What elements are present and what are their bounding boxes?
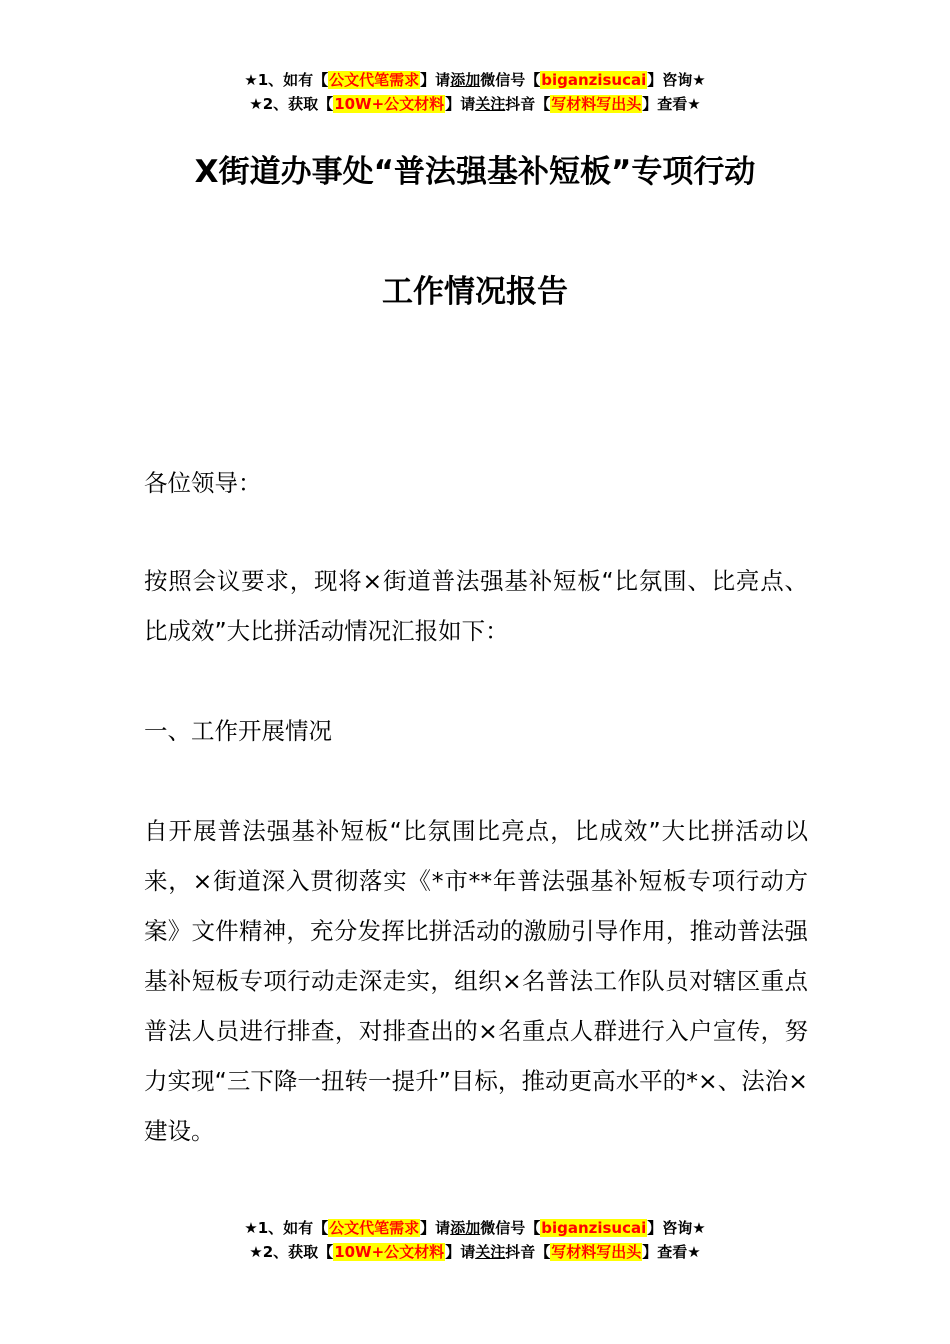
banner-highlight: 10W+公文材料 xyxy=(334,1243,445,1261)
banner-underline: 关注 xyxy=(475,1243,506,1261)
document-title-line-2: 工作情况报告 xyxy=(382,274,568,310)
banner-underline: 添加 xyxy=(450,71,481,89)
banner-text: ★2、获取【 xyxy=(249,95,334,113)
banner-text: 】咨询★ xyxy=(647,1219,706,1237)
banner-text: 微信号【 xyxy=(480,71,541,89)
intro-paragraph: 按照会议要求，现将×街道普法强基补短板“比氛围、比亮点、比成效”大比拼活动情况汇报如下： xyxy=(144,567,808,645)
banner-text: ★1、如有【 xyxy=(244,1219,329,1237)
banner-underline: 添加 xyxy=(450,1219,481,1237)
banner-text: 】请 xyxy=(420,71,451,89)
banner-underline: 关注 xyxy=(475,95,506,113)
banner-text: 】查看★ xyxy=(642,1243,701,1261)
banner-text: 】请 xyxy=(445,1243,476,1261)
banner-text: 】咨询★ xyxy=(647,71,706,89)
banner-highlight: 写材料写出头 xyxy=(551,1243,642,1261)
banner-highlight: 10W+公文材料 xyxy=(334,95,445,113)
banner-line-2 xyxy=(0,92,950,116)
top-banner xyxy=(0,68,950,116)
section-heading: 一、工作开展情况 xyxy=(144,717,332,745)
banner-highlight: 公文代笔需求 xyxy=(329,1219,420,1237)
banner-text: 】请 xyxy=(445,95,476,113)
document-title-line-1: X街道办事处“普法强基补短板”专项行动 xyxy=(194,154,756,190)
section-body-paragraph: 自开展普法强基补短板“比氛围比亮点，比成效”大比拼活动以来，×街道深入贯彻落实《*市**年普法强基补短板专项行动方案》文件精神，充分发挥比拼活动的激励引导作用，推动普法强基补短板专项行动走深走实，组织×名普法工作队员对辖区重点普法人员进行排查，对排查出的×名重点人群进行入户宣传，努力实现“三下降一扭转一提升”目标，推动更高水平的*×、法治×建设。 xyxy=(144,817,808,1145)
salutation: 各位领导： xyxy=(144,469,262,497)
banner-line-1 xyxy=(0,68,950,92)
banner-line-2 xyxy=(0,1240,950,1264)
banner-text: 微信号【 xyxy=(480,1219,541,1237)
banner-highlight: biganzisucai xyxy=(541,71,647,89)
banner-text: 】查看★ xyxy=(642,95,701,113)
banner-highlight: 写材料写出头 xyxy=(551,95,642,113)
banner-text: 】请 xyxy=(420,1219,451,1237)
bottom-banner xyxy=(0,1216,950,1264)
banner-line-1 xyxy=(0,1216,950,1240)
banner-highlight: 公文代笔需求 xyxy=(329,71,420,89)
banner-text: ★1、如有【 xyxy=(244,71,329,89)
banner-text: 抖音【 xyxy=(505,95,551,113)
banner-highlight: biganzisucai xyxy=(541,1219,647,1237)
banner-text: ★2、获取【 xyxy=(249,1243,334,1261)
banner-text: 抖音【 xyxy=(505,1243,551,1261)
